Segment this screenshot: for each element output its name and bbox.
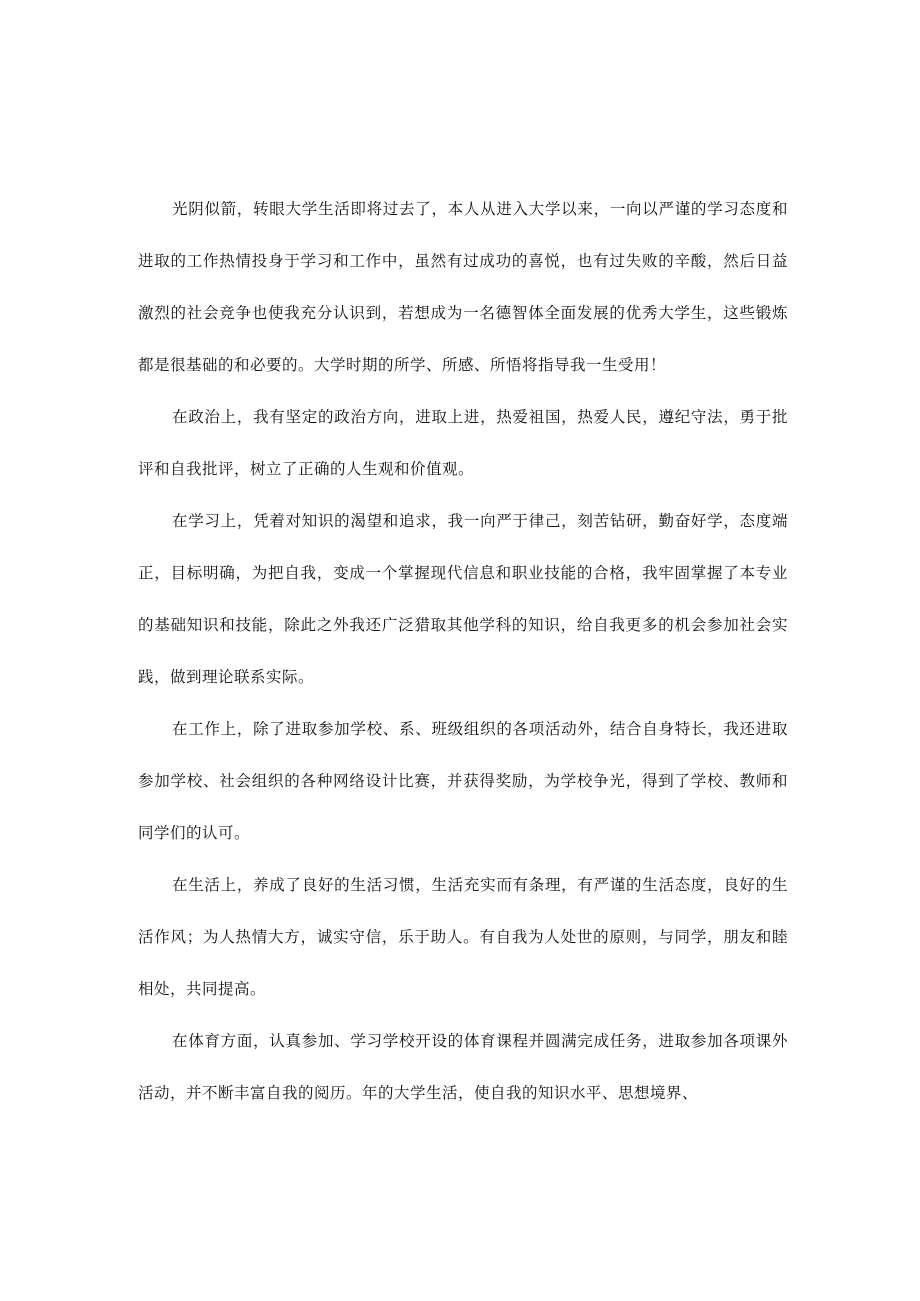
paragraph-study: 在学习上，凭着对知识的渴望和追求，我一向严于律己，刻苦钻研，勤奋好学，态度端正，目标明确，为把自我，变成一个掌握现代信息和职业技能的合格，我牢固掌握了本专业的基础知识和技能，除此之外我还广泛猎取其他学科的知识，给自我更多的机会参加社会实践，做到理论联系实际。 xyxy=(138,512,788,686)
paragraph-politics: 在政治上，我有坚定的政治方向，进取上进，热爱祖国，热爱人民，遵纪守法，勇于批评和自我批评，树立了正确的人生观和价值观。 xyxy=(138,408,788,478)
paragraph-sports: 在体育方面，认真参加、学习学校开设的体育课程并圆满完成任务，进取参加各项课外活动，并不断丰富自我的阅历。年的大学生活，使自我的知识水平、思想境界、 xyxy=(138,1032,788,1102)
paragraph-life: 在生活上，养成了良好的生活习惯，生活充实而有条理，有严谨的生活态度，良好的生活作风；为人热情大方，诚实守信，乐于助人。有自我为人处世的原则，与同学，朋友和睦相处，共同提高。 xyxy=(138,876,788,998)
paragraph-intro: 光阴似箭，转眼大学生活即将过去了，本人从进入大学以来，一向以严谨的学习态度和进取的工作热情投身于学习和工作中，虽然有过成功的喜悦，也有过失败的辛酸，然后日益激烈的社会竞争也使我充分认识到，若想成为一名德智体全面发展的优秀大学生，这些锻炼都是很基础的和必要的。大学时期的所学、所感、所悟将指导我一生受用！ xyxy=(138,200,788,374)
paragraph-work: 在工作上，除了进取参加学校、系、班级组织的各项活动外，结合自身特长，我还进取参加学校、社会组织的各种网络设计比赛，并获得奖励，为学校争光，得到了学校、教师和同学们的认可。 xyxy=(138,720,788,842)
document-body xyxy=(138,183,788,1119)
